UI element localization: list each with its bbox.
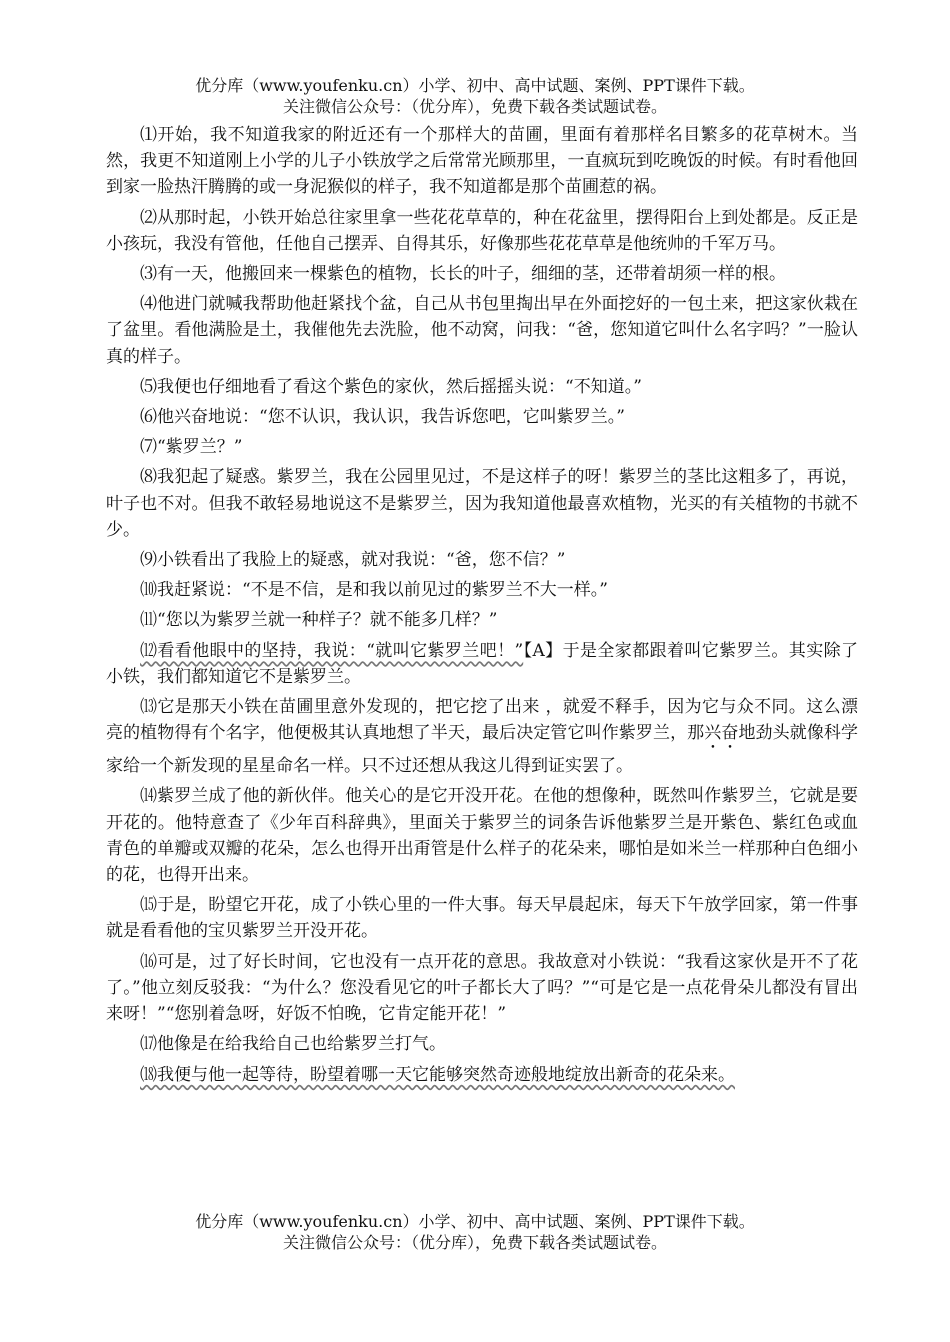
- page-header: [0, 75, 950, 117]
- paragraph-1: ⑴开始，我不知道我家的附近还有一个那样大的苗圃，里面有着那样名目繁多的花草树木。当然，我更不知道刚上小学的儿子小铁放学之后常常光顾那里，一直疯玩到吃晚饭的时候。有时看他回到家一脸热汗腾腾的或一身泥猴似的样子，我不知道都是那个苗圃惹的祸。: [106, 125, 858, 198]
- underlined-sentence-18: ⒅我便与他一起等待，盼望着哪一天它能够突然奇迹般地绽放出新奇的花朵来。: [140, 1064, 735, 1085]
- paragraph-14: ⒁紫罗兰成了他的新伙伴。他关心的是它开没开花。在他的想像种，既然叫作紫罗兰，它就是要开花的。他特意查了《少年百科辞典》，里面关于紫罗兰的词条告诉他紫罗兰是开紫色、紫红色或血青色的单瓣或双瓣的花朵，怎么也得开出甭管是什么样子的花朵来，哪怕是如米兰一样那种白色细小的花，也得开出来。: [106, 786, 858, 886]
- underlined-sentence-12: ⑿看看他眼中的坚持，我说：“就叫它紫罗兰吧！”: [140, 640, 524, 661]
- paragraph-13-before: ⒀它是那天小铁在苗圃里意外发现的，把它挖了出来 ，就爱不释手，因为它与众不同。这么漂亮的植物得有个名字，他便极其认真地想了半天，最后决定管它叫作紫罗兰，那: [106, 697, 858, 744]
- paragraph-2: ⑵从那时起，小铁开始总往家里拿一些花花草草的，种在花盆里，摆得阳台上到处都是。反正是小孩玩，我没有管他，任他自己摆弄、自得其乐，好像那些花花草草是他统帅的千军万马。: [106, 207, 858, 254]
- paragraph-13: [106, 694, 858, 779]
- emphasized-word: 兴奋: [704, 723, 739, 744]
- paragraph-5: ⑸我便也仔细地看了看这个紫色的家伙，然后摇摇头说：“不知道。”: [140, 376, 642, 397]
- paragraph-13-after: 地劲头就像科学家给一个新发现的星星命名一样。只不过还想从我这儿得到证实罢了。: [106, 723, 859, 777]
- header-line-2: 关注微信公众号：（优分库），免费下载各类试题试卷。: [282, 97, 667, 116]
- footer-line-1: 优分库（www.youfenku.cn）小学、初中、高中试题、案例、PPT课件下载。: [195, 1212, 755, 1231]
- paragraph-16: ⒃可是，过了好长时间，它也没有一点开花的意思。我故意对小铁说：“我看这家伙是开不了花了。”他立刻反驳我：“为什么？您没看见它的叶子都长大了吗？”“可是它是一点花骨朵儿都没有冒出来呀！”“您别着急呀，好饭不怕晚，它肯定能开花！”: [106, 951, 858, 1025]
- paragraph-12: [106, 638, 858, 690]
- paragraph-12-rest: 于是全家都跟着叫它紫罗兰。其实除了小铁，我们都知道它不是紫罗兰。: [106, 640, 859, 687]
- annotation-marker-a: 【A】: [523, 640, 563, 661]
- footer-line-2: 关注微信公众号：（优分库），免费下载各类试题试卷。: [282, 1233, 667, 1252]
- paragraph-17: ⒄他像是在给我给自己也给紫罗兰打气。: [140, 1034, 446, 1055]
- page-footer: [0, 1211, 950, 1253]
- paragraph-4: ⑷他进门就喊我帮助他赶紧找个盆，自己从书包里掏出早在外面挖好的一包土来，把这家伙栽在了盆里。看他满脸是土，我催他先去洗脸，他不动窝，问我：“爸，您知道它叫什么名字吗？”一脸认真的样子。: [106, 294, 858, 367]
- paragraph-3: ⑶有一天，他搬回来一棵紫色的植物，长长的叶子，细细的茎，还带着胡须一样的根。: [140, 264, 786, 285]
- header-line-1: 优分库（www.youfenku.cn）小学、初中、高中试题、案例、PPT课件下载。: [195, 76, 755, 95]
- paragraph-11: ⑾“您以为紫罗兰就一种样子？就不能多几样？”: [140, 610, 498, 631]
- paragraph-18: [106, 1062, 858, 1088]
- paragraph-8: ⑻我犯起了疑惑。紫罗兰，我在公园里见过，不是这样子的呀！紫罗兰的茎比这粗多了，再说，叶子也不对。但我不敢轻易地说这不是紫罗兰，因为我知道他最喜欢植物，光买的有关植物的书就不少。: [106, 467, 858, 540]
- paragraph-15: ⒂于是，盼望它开花，成了小铁心里的一件大事。每天早晨起床，每天下午放学回家，第一件事就是看看他的宝贝紫罗兰开没开花。: [106, 895, 858, 942]
- paragraph-7: ⑺“紫罗兰？”: [140, 437, 243, 458]
- paragraph-10: ⑽我赶紧说：“不是不信，是和我以前见过的紫罗兰不大一样。”: [140, 580, 608, 601]
- paragraph-6: ⑹他兴奋地说：“您不认识，我认识，我告诉您吧，它叫紫罗兰。”: [140, 407, 625, 428]
- paragraph-9: ⑼小铁看出了我脸上的疑惑，就对我说：“爸，您不信？”: [140, 550, 566, 571]
- article-body: [106, 122, 858, 1092]
